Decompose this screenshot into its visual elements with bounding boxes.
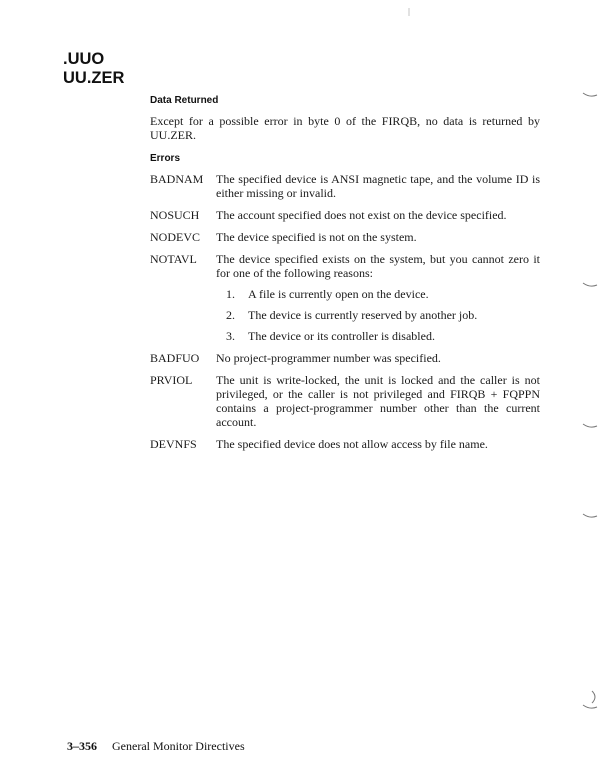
reason-item [226,329,540,343]
error-code: BADFUO [150,351,200,365]
margin-mark [582,92,598,98]
header-line-1: .UUO [63,50,105,68]
error-code: NOTAVL [150,252,197,266]
reason-text: The device is currently reserved by another job. [248,308,478,322]
errors-heading: Errors [150,153,181,164]
reason-list [226,287,540,343]
page-footer [67,739,245,754]
error-entry [150,230,540,244]
margin-mark [582,282,598,288]
error-description: No project-programmer number was specified. [216,351,441,365]
margin-mark [582,513,598,519]
error-code: BADNAM [150,172,204,186]
error-description: The device specified is not on the system. [216,230,417,244]
error-description: The unit is write-locked, the unit is locked and the caller is not privileged, or the caller is not privileged and FIRQB + FQPPN contains a project-programmer number other than the current account. [216,373,540,429]
margin-mark [582,704,598,710]
error-entry [150,172,540,200]
reason-number: 3. [226,329,235,343]
error-entry [150,437,540,451]
scan-mark [408,8,410,16]
error-code: NODEVC [150,230,200,244]
reason-text: A file is currently open on the device. [248,287,429,301]
data-returned-text: Except for a possible error in byte 0 of the FIRQB, no data is returned by UU.ZER. [150,114,540,142]
section-header [63,50,124,88]
page-number: 3–356 [67,739,97,753]
footer-title: General Monitor Directives [112,739,245,753]
error-entry [150,252,540,280]
error-entry [150,208,540,222]
error-description: The device specified exists on the system, but you cannot zero it for one of the following reasons: [216,252,540,280]
error-entry [150,351,540,365]
content [150,95,540,459]
header-line-2: UU.ZER [63,69,125,87]
error-code: DEVNFS [150,437,197,451]
reason-item [226,287,540,301]
data-returned-heading: Data Returned [150,95,219,106]
error-code: PRVIOL [150,373,193,387]
reason-item [226,308,540,322]
error-code: NOSUCH [150,208,200,222]
error-description: The specified device is ANSI magnetic tape, and the volume ID is either missing or invalid. [216,172,540,200]
margin-mark [582,423,598,429]
error-description: The account specified does not exist on the device specified. [216,208,507,222]
error-description: The specified device does not allow access by file name. [216,437,488,451]
error-entry [150,373,540,429]
reason-number: 1. [226,287,235,301]
reason-text: The device or its controller is disabled. [248,329,435,343]
reason-number: 2. [226,308,235,322]
margin-mark [590,690,600,704]
